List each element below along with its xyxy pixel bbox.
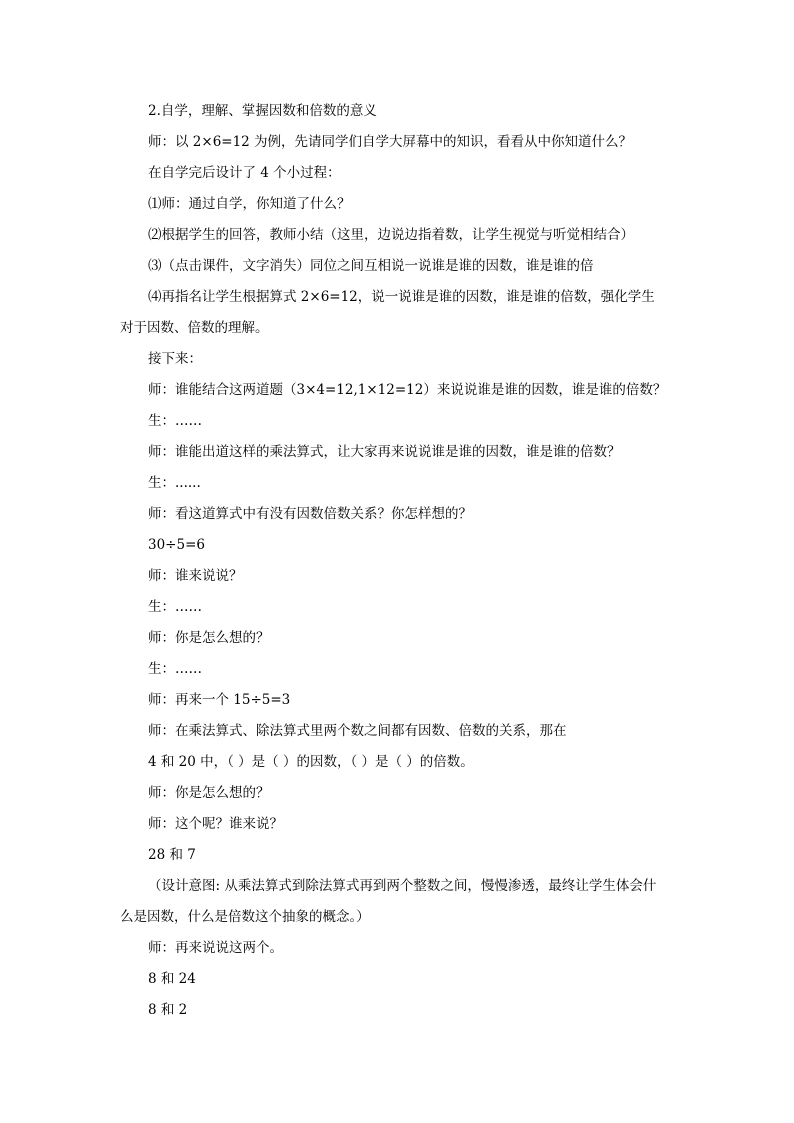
paragraph-line: 对于因数、倍数的理解。 — [120, 320, 269, 336]
paragraph-line: 8 和 24 — [148, 971, 196, 987]
paragraph-line: ⑴师：通过自学，你知道了什么？ — [148, 196, 351, 212]
paragraph-line: 30÷5=6 — [148, 537, 205, 553]
paragraph-line: 生：…… — [148, 599, 202, 615]
paragraph-line: 生：…… — [148, 413, 202, 429]
paragraph-line: ⑵根据学生的回答，教师小结（这里，边说边指着数，让学生视觉与听觉相结合） — [148, 227, 634, 243]
paragraph-line: 8 和 2 — [148, 1002, 188, 1018]
paragraph-line: 生：...... — [148, 475, 201, 491]
paragraph-line: 师：谁来说说？ — [148, 568, 243, 584]
paragraph-line: 师：你是怎么想的？ — [148, 785, 270, 801]
paragraph-line: 师：谁能出道这样的乘法算式，让大家再来说说谁是谁的因数，谁是谁的倍数？ — [148, 444, 621, 460]
paragraph-line: 师：你是怎么想的？ — [148, 630, 270, 646]
paragraph-line: 师：再来一个 15÷5=3 — [148, 692, 291, 708]
paragraph-line: 在自学完后设计了 4 个小过程： — [148, 165, 341, 181]
document-body — [120, 102, 680, 1019]
paragraph-line: （设计意图: 从乘法算式到除法算式再到两个整数之间，慢慢渗透，最终让学生体会什 — [148, 878, 657, 894]
paragraph-line: 接下来： — [148, 351, 202, 367]
paragraph-line: 4 和 20 中，（ ）是（ ）的因数，（ ）是（ ）的倍数。 — [148, 754, 474, 770]
paragraph-line: 师：看这道算式中有没有因数倍数关系？你怎样想的？ — [148, 506, 472, 522]
paragraph-line: 生：…… — [148, 661, 202, 677]
paragraph-line: 师：以 2×6=12 为例，先请同学们自学大屏幕中的知识，看看从中你知道什么？ — [148, 134, 633, 150]
paragraph-line: 师：再来说说这两个。 — [148, 940, 283, 956]
paragraph-line: ⑷再指名让学生根据算式 2×6=12，说一说谁是谁的因数，谁是谁的倍数，强化学生 — [148, 289, 655, 305]
section-heading: 2.自学，理解、掌握因数和倍数的意义 — [148, 103, 377, 119]
paragraph-line: 么是因数，什么是倍数这个抽象的概念。） — [120, 909, 370, 925]
paragraph-line: 师：这个呢？谁来说？ — [148, 816, 283, 832]
paragraph-line: 28 和 7 — [148, 847, 196, 863]
paragraph-line: 师：在乘法算式、除法算式里两个数之间都有因数、倍数的关系，那在 — [148, 723, 567, 739]
paragraph-line: ⑶（点击课件，文字消失）同位之间互相说一说谁是谁的因数，谁是谁的倍 — [148, 258, 594, 274]
paragraph-line: 师：谁能结合这两道题（3×4=12,1×12=12）来说说谁是谁的因数，谁是谁的倍数？ — [148, 382, 667, 398]
